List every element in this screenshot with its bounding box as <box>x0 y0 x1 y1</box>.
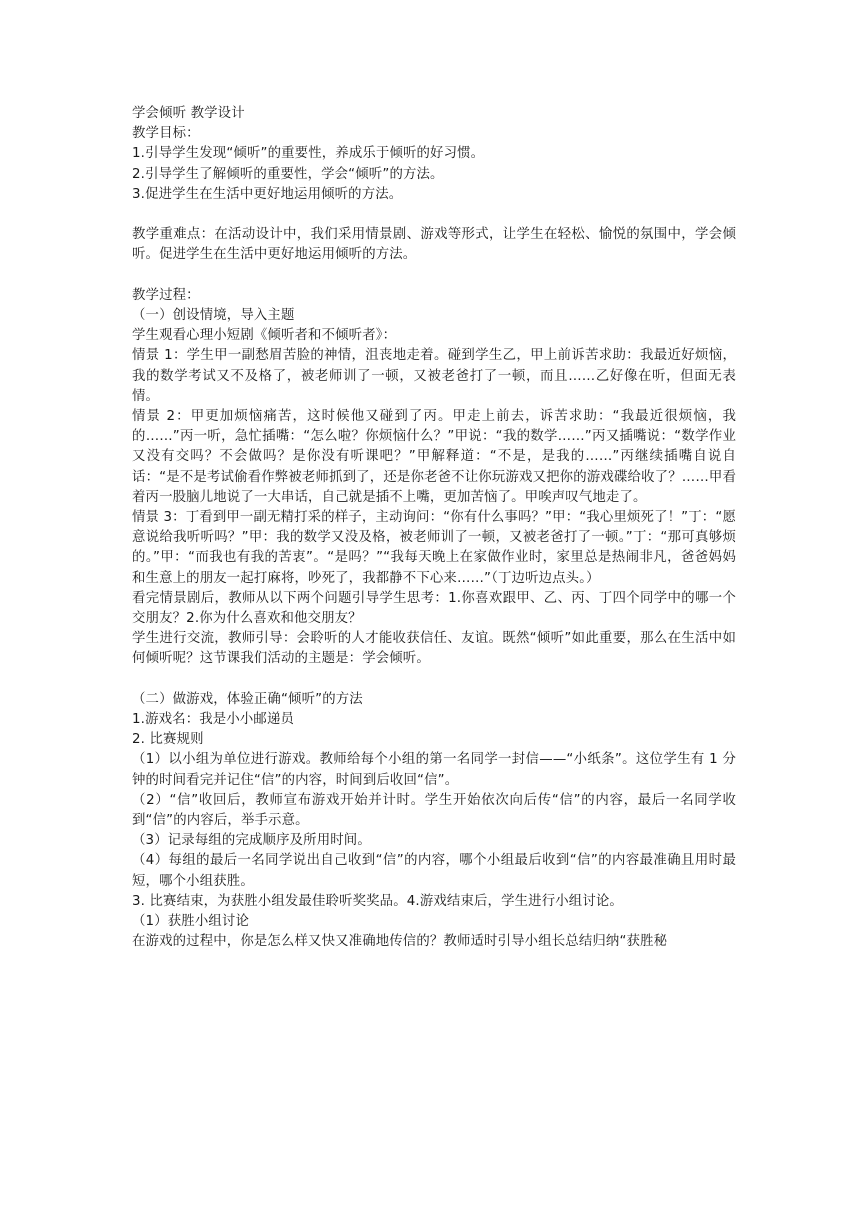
scene-3: 情景 3：丁看到甲一副无精打采的样子，主动询问：“你有什么事吗？”甲：“我心里烦死了！”丁：“愿意说给我听听吗？”甲：我的数学又没及格，被老师训了一顿，又被老爸打了一顿。”丁：“那可真够烦的。”甲：“而我也有我的苦衷”。“是吗？”“我每天晚上在家做作业时，家里总是热闹非凡，爸爸妈妈和生意上的朋友一起打麻将，吵死了，我都静不下心来……”（丁边听边点头。） <box>132 510 736 586</box>
game-name: 1.游戏名：我是小小邮递员 <box>132 712 295 728</box>
objective-item: 1.引导学生发现“倾听”的重要性，养成乐于倾听的好习惯。 <box>132 146 485 162</box>
objective-item: 2.引导学生了解倾听的重要性，学会“倾听”的方法。 <box>132 166 444 182</box>
game-end: 3. 比赛结束，为获胜小组发最佳聆听奖奖品。4.游戏结束后，学生进行小组讨论。 <box>132 893 623 909</box>
process-heading: 教学过程： <box>132 287 200 303</box>
rule-item: （3）记录每组的完成顺序及所用时间。 <box>132 833 371 849</box>
discussion-text: 在游戏的过程中，你是怎么样又快又准确地传信的？教师适时引导小组长总结归纳“获胜秘 <box>132 934 668 950</box>
rule-item: （2）“信”收回后，教师宣布游戏开始并计时。学生开始依次向后传“信”的内容，最后一名同学收到“信”的内容后，举手示意。 <box>132 792 736 829</box>
discussion-heading: （1）获胜小组讨论 <box>132 914 249 930</box>
objective-item: 3.促进学生在生活中更好地运用倾听的方法。 <box>132 186 403 202</box>
rule-item: （4）每组的最后一名同学说出自己收到“信”的内容，哪个小组最后收到“信”的内容最准确且用时最短，哪个小组获胜。 <box>132 853 736 889</box>
document-body <box>132 104 736 952</box>
blank-line <box>132 670 736 690</box>
key-points: 教学重难点：在活动设计中，我们采用情景剧、游戏等形式，让学生在轻松、愉悦的氛围中，学会倾听。促进学生在生活中更好地运用倾听的方法。 <box>132 227 736 263</box>
part1-conclusion: 学生进行交流，教师引导：会聆听的人才能收获信任、友谊。既然“倾听”如此重要，那么在生活中如何倾听呢？这节课我们活动的主题是：学会倾听。 <box>132 631 736 667</box>
rules-heading: 2. 比赛规则 <box>132 732 204 748</box>
scene-1: 情景 1：学生甲一副愁眉苦脸的神情，沮丧地走着。碰到学生乙，甲上前诉苦求助：我最近好烦恼，我的数学考试又不及格了，被老师训了一顿，又被老爸打了一顿，而且……乙好像在听，但面无表情。 <box>132 348 736 404</box>
discussion-questions: 看完情景剧后，教师从以下两个问题引导学生思考：1.你喜欢跟甲、乙、丙、丁四个同学中的哪一个交朋友？2.你为什么喜欢和他交朋友？ <box>132 590 736 627</box>
part1-intro: 学生观看心理小短剧《倾听者和不倾听者》： <box>132 328 397 344</box>
rule-item: （1）以小组为单位进行游戏。教师给每个小组的第一名同学一封信——“小纸条”。这位学生有 1 分钟的时间看完并记住“信”的内容，时间到后收回“信”。 <box>132 752 736 788</box>
document-title: 学会倾听 教学设计 <box>132 106 245 121</box>
part2-heading: （二）做游戏，体验正确“倾听”的方法 <box>132 691 363 707</box>
blank-line <box>132 205 736 225</box>
scene-2: 情景 2：甲更加烦恼痛苦，这时候他又碰到了丙。甲走上前去，诉苦求助：“我最近很烦恼，我的……”丙一听，急忙插嘴：“怎么啦？你烦恼什么？”甲说：“我的数学……”丙又插嘴说：“数学作业又没有交吗？不会做吗？是你没有听课吧？”甲解释道：“不是，是我的……”丙继续插嘴自说自话：“是不是考试偷看作弊被老师抓到了，还是你老爸不让你玩游戏又把你的游戏碟给收了？……甲看着丙一股脑儿地说了一大串话，自己就是插不上嘴，更加苦恼了。甲唉声叹气地走了。 <box>132 409 736 505</box>
objectives-heading: 教学目标： <box>132 126 200 142</box>
part1-heading: （一）创设情境，导入主题 <box>132 308 295 323</box>
blank-line <box>132 266 736 286</box>
